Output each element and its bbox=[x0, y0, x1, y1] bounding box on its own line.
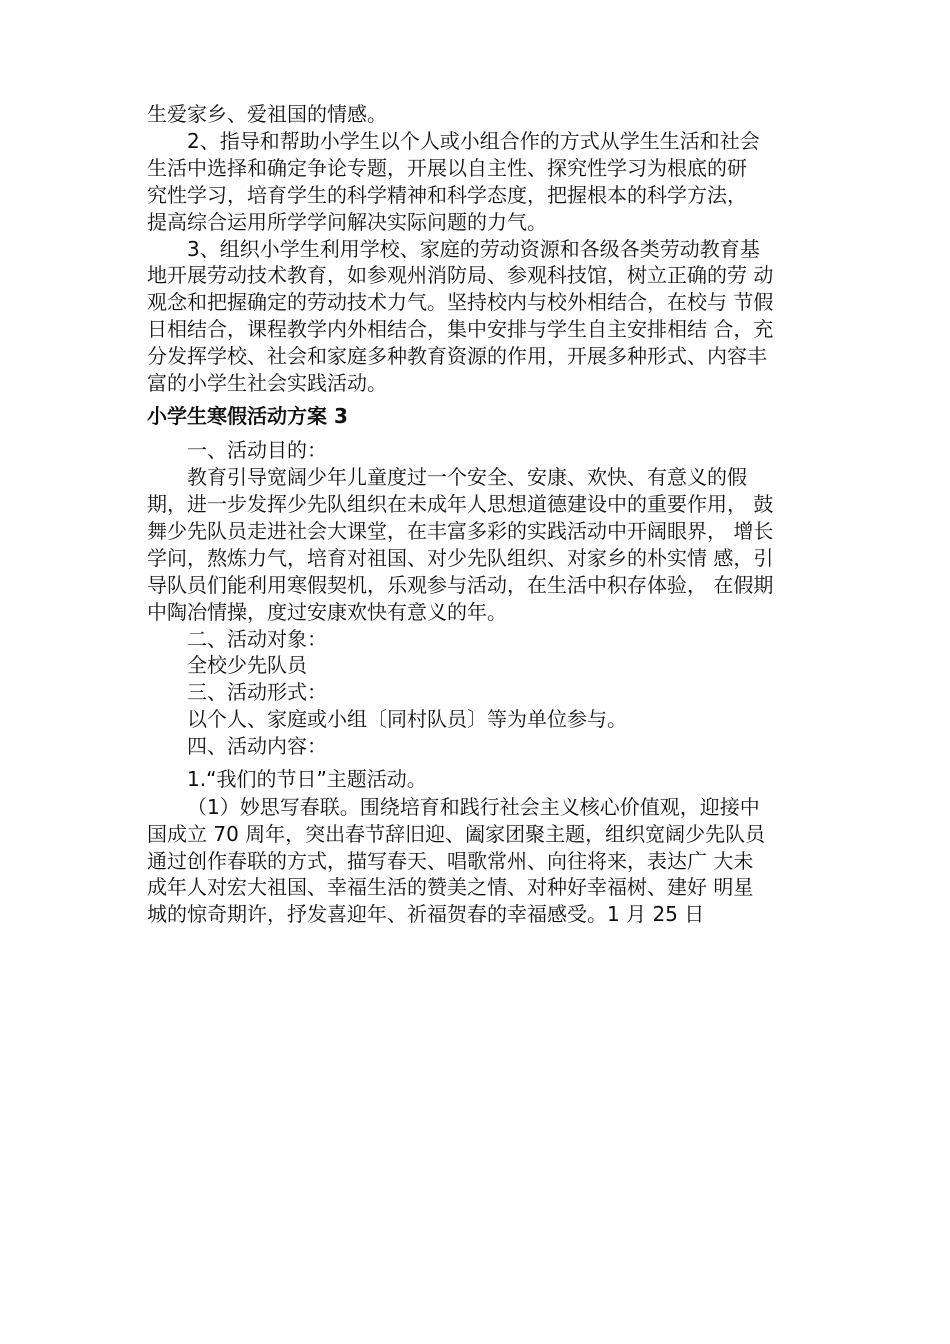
section-heading: 小学生寒假活动方案 3 bbox=[147, 404, 348, 428]
text-line: 生活中选择和确定争论专题，开展以自主性、探究性学习为根底的研 bbox=[147, 156, 747, 180]
text-line: 通过创作春联的方式，描写春天、唱歌常州、向往将来，表达广 大未 bbox=[147, 849, 754, 873]
text-line: 中陶冶情操，度过安康欢快有意义的年。 bbox=[147, 600, 507, 624]
text-line: 教育引导宽阔少年儿童度过一个安全、安康、欢快、有意义的假 bbox=[187, 465, 747, 489]
text-line: 3、组织小学生利用学校、家庭的劳动资源和各级各类劳动教育基 bbox=[187, 237, 760, 261]
text-line: 2、指导和帮助小学生以个人或小组合作的方式从学生生活和社会 bbox=[187, 129, 760, 153]
text-line: 提高综合运用所学学问解决实际问题的力气。 bbox=[147, 210, 547, 234]
text-line: 三、活动形式： bbox=[187, 680, 327, 704]
text-line: 城的惊奇期许，抒发喜迎年、祈福贺春的幸福感受。1 月 25 日 bbox=[147, 902, 705, 926]
text-line: 观念和把握确定的劳动技术力气。坚持校内与校外相结合，在校与 节假 bbox=[147, 290, 774, 314]
text-line: 1.“我们的节日”主题活动。 bbox=[187, 767, 427, 791]
text-line: 国成立 70 周年，突出春节辞旧迎、阖家团聚主题，组织宽阔少先队员 bbox=[147, 822, 766, 846]
text-line: 成年人对宏大祖国、幸福生活的赞美之情、对种好幸福树、建好 明星 bbox=[147, 875, 754, 899]
text-line: 舞少先队员走进社会大课堂，在丰富多彩的实践活动中开阔眼界， 增长 bbox=[147, 519, 774, 543]
text-line: 导队员们能利用寒假契机，乐观参与活动，在生活中积存体验， 在假期 bbox=[147, 573, 774, 597]
text-line: 全校少先队员 bbox=[187, 653, 307, 677]
text-line: 学问，熬炼力气，培育对祖国、对少先队组织、对家乡的朴实情 感，引 bbox=[147, 546, 774, 570]
text-line: 富的小学生社会实践活动。 bbox=[147, 371, 387, 395]
text-line: 期，进一步发挥少先队组织在未成年人思想道德建设中的重要作用， 鼓 bbox=[147, 492, 774, 516]
text-line: 日相结合，课程教学内外相结合，集中安排与学生自主安排相结 合，充 bbox=[147, 317, 774, 341]
text-line: 一、活动目的： bbox=[187, 438, 327, 462]
text-line: 生爱家乡、爱祖国的情感。 bbox=[147, 102, 387, 126]
text-line: （1）妙思写春联。围绕培育和践行社会主义核心价值观，迎接中 bbox=[187, 795, 760, 819]
text-line: 二、活动对象： bbox=[187, 627, 327, 651]
text-line: 地开展劳动技术教育，如参观州消防局、参观科技馆，树立正确的劳 动 bbox=[147, 263, 774, 287]
text-line: 究性学习，培育学生的科学精神和科学态度，把握根本的科学方法， bbox=[147, 183, 747, 207]
text-line: 分发挥学校、社会和家庭多种教育资源的作用，开展多种形式、内容丰 bbox=[147, 344, 767, 368]
text-line: 以个人、家庭或小组〔同村队员〕等为单位参与。 bbox=[187, 707, 627, 731]
text-line: 四、活动内容： bbox=[187, 734, 327, 758]
